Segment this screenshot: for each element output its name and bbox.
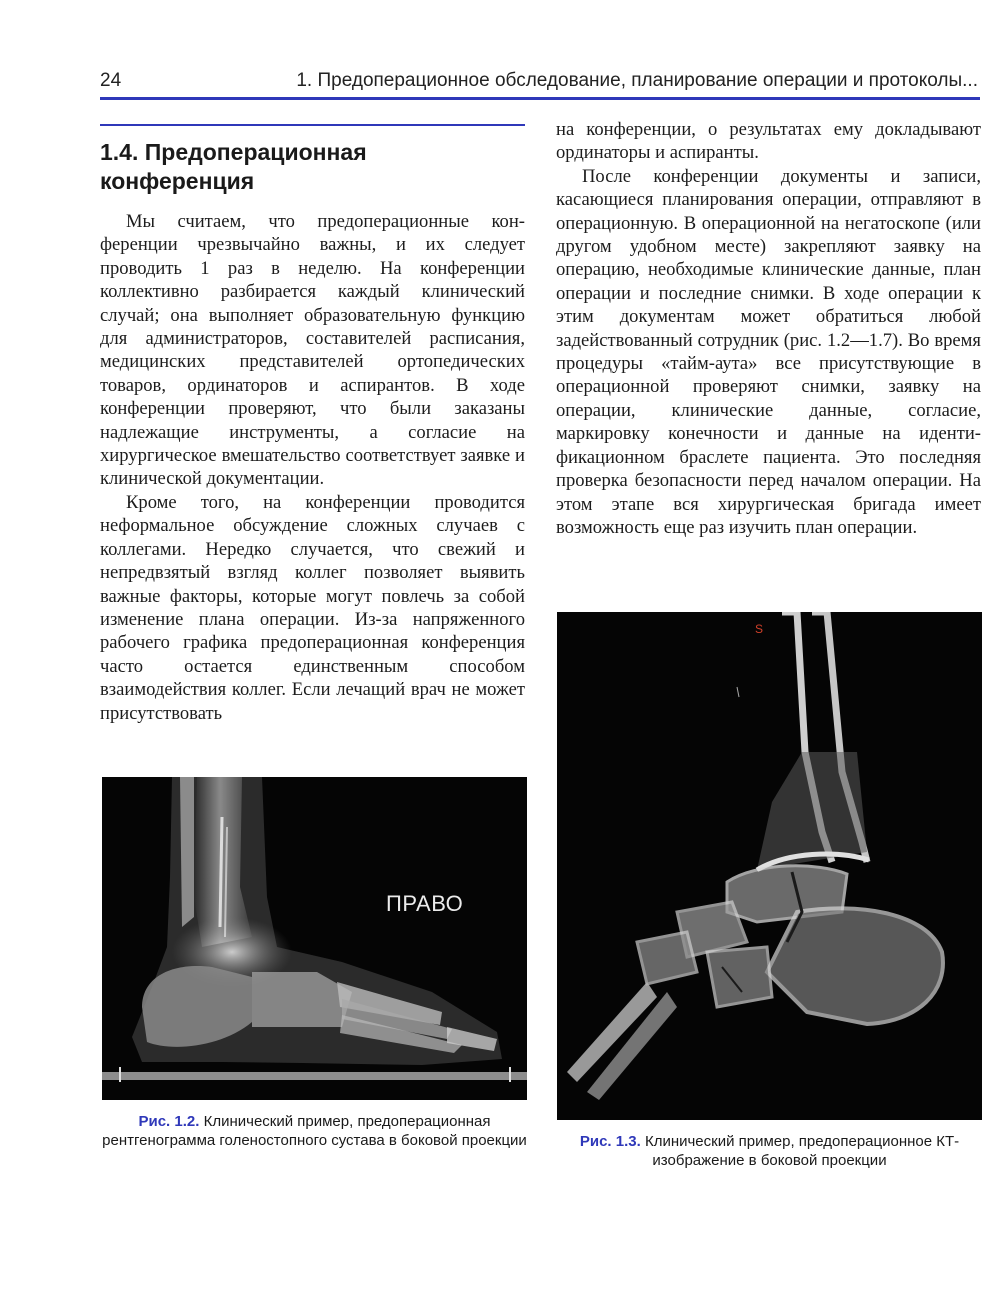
left-column <box>100 124 525 725</box>
figure-caption-text: Клинический пример, предоперационная рентгенограмма голеностопного сустава в боковой проекции <box>102 1113 527 1149</box>
figure-label: Рис. 1.2. <box>138 1113 200 1130</box>
ct-image <box>557 612 982 1120</box>
ct-ankle-graphic <box>557 612 982 1120</box>
page-number: 24 <box>100 70 122 91</box>
section-rule <box>100 124 525 126</box>
right-column <box>556 118 981 539</box>
figure-caption <box>102 1112 527 1150</box>
figure-label: Рис. 1.3. <box>579 1133 641 1150</box>
xray-image <box>102 777 527 1100</box>
xray-side-label: ПРАВО <box>386 891 464 916</box>
running-header <box>100 66 980 96</box>
header-rule <box>100 97 980 100</box>
ct-orientation-marker: S <box>755 622 764 636</box>
figure-caption-text: Клинический пример, предоперационное КТ-изображение в боковой проекции <box>644 1133 960 1169</box>
paragraph: Мы считаем, что предоперационные конференции чрезвычайно важны, и их следует проводить 1 раз в неделю. На конференции коллективно разбирается каждый клинический случай; она выполняет образовательную функцию для администраторов, составителей расписания, медицинских представителей ортопедических товаров, ординаторов и аспирантов. В ходе конференции проверяют, что были заказаны надлежащие инструменты, а согласие на хирургическое вмешательство соответствует заявке и клинической документации. <box>100 211 525 490</box>
figure-caption <box>557 1132 982 1170</box>
figure-1-2 <box>102 777 527 1150</box>
section-title: 1.4. Предоперационная конференция <box>100 139 367 194</box>
paragraph-continuation: на конференции, о результатах ему докладывают ординаторы и аспиранты. <box>556 119 981 164</box>
figure-1-3 <box>557 612 982 1170</box>
paragraph: Кроме того, на конференции проводится неформальное обсуждение сложных случаев с коллегами. Нередко случается, что свежий и непредвзятый взгляд коллег позволяет выявить важные факторы, которые могут повлечь за собой изменение плана операции. Из-за напряженного рабочего графика предоперационная конференция часто остается единственным способом взаимодействия коллег. Если лечащий врач не может присутствовать <box>100 491 525 724</box>
running-title: 1. Предоперационное обследование, планирование операции и протоколы... <box>296 70 978 91</box>
paragraph: После конференции документы и записи, касающиеся планирования операции, отправляют в операционную. В операционной на негатоскопе (или другом удобном месте) закрепляют заявку на операцию, необходимые клинические данные, план операции и последние снимки. В ходе операции к этим документам может обратиться любой задействованный сотрудник (рис. 1.2—1.7). Во время процедуры «тайм-аута» все присутствующие в операционной проверяют снимки, заявку на операции, клинические данные, согласие, маркировку конечности и данные на идентификационном браслете пациента. Это последняя проверка безопасности перед началом операции. На этом этапе вся хирургическая бригада имеет возможность еще раз изучить план операции. <box>556 165 981 538</box>
xray-foot-graphic <box>102 777 527 1100</box>
